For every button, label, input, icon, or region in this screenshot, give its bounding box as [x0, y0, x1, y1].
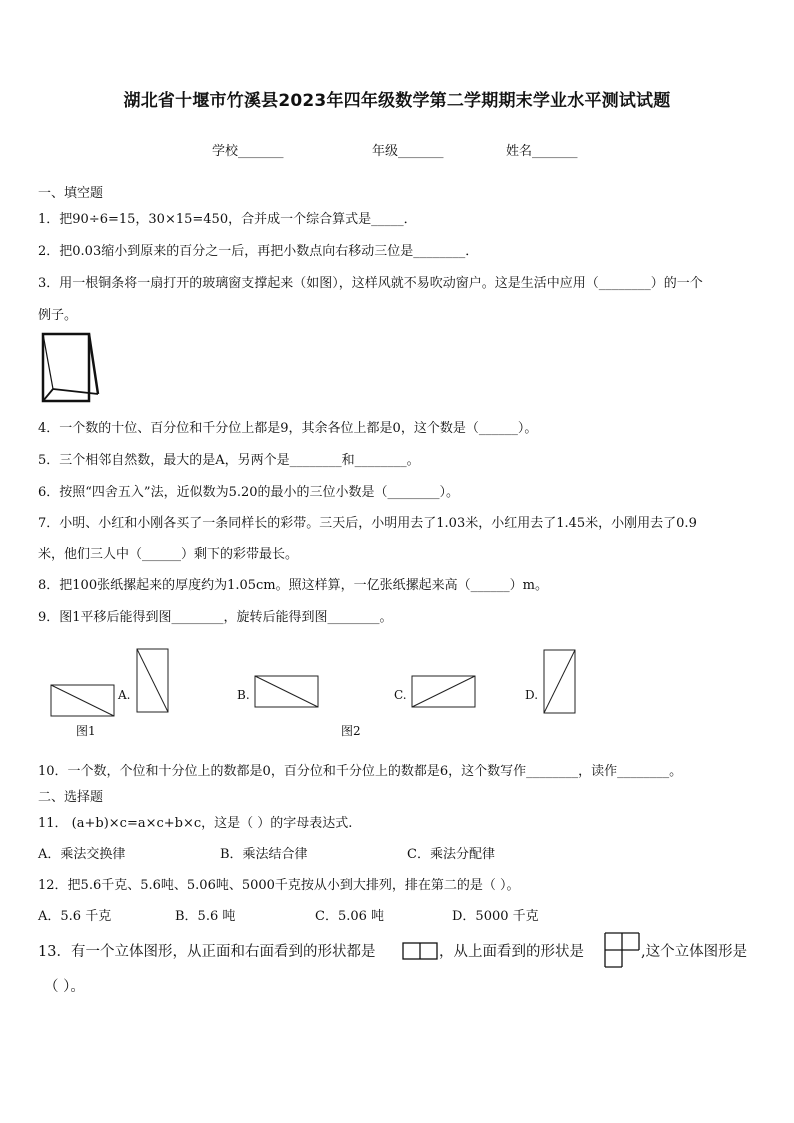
- question-6: 6．按照“四舍五入”法，近似数为5.20的最小的三位小数是（________）。: [38, 485, 460, 500]
- figure-d-rectangle: [543, 649, 577, 715]
- option-c-label: C.: [394, 688, 407, 702]
- q11-option-c: C．乘法分配律: [407, 847, 495, 862]
- section-fill-blank: 一、填空题: [38, 186, 104, 201]
- option-a-label: A.: [118, 688, 131, 702]
- window-support-figure: [40, 332, 102, 404]
- grade-field: 年级_______: [372, 144, 444, 159]
- question-3-line1: 3．用一根铜条将一扇打开的玻璃窗支撑起来（如图），这样风就不易吹动窗户。这是生活中应用（________）的一个: [38, 276, 703, 291]
- figure-b-rectangle: [254, 675, 320, 709]
- question-13-line2: （ ）。: [44, 979, 85, 995]
- q12-option-d: D．5000 千克: [452, 909, 539, 924]
- question-13-part3: ,这个立体图形是: [641, 944, 748, 960]
- question-9: 9．图1平移后能得到图________，旋转后能得到图________。: [38, 610, 393, 625]
- question-13-part2: ，从上面看到的形状是: [439, 944, 584, 960]
- figure-c-rectangle: [411, 675, 477, 709]
- top-view-shape: [604, 932, 640, 968]
- question-11: 11． (a+b)×c=a×c+b×c，这是（ ）的字母表达式.: [38, 816, 353, 831]
- figure-1-caption: 图1: [76, 724, 96, 738]
- q12-option-c: C．5.06 吨: [315, 909, 385, 924]
- page-title: 湖北省十堰市竹溪县2023年四年级数学第二学期期末学业水平测试试题: [123, 91, 671, 111]
- figure-1-rectangle: [50, 684, 116, 718]
- q12-option-b: B．5.6 吨: [175, 909, 236, 924]
- question-4: 4．一个数的十位、百分位和千分位上都是9，其余各位上都是0，这个数是（______）。: [38, 421, 538, 436]
- question-13-part1: 13．有一个立体图形，从正面和右面看到的形状都是: [38, 944, 376, 960]
- question-2: 2．把0.03缩小到原来的百分之一后，再把小数点向右移动三位是________．: [38, 244, 479, 259]
- front-view-shape: [402, 942, 438, 960]
- figure-a-rectangle: [136, 648, 170, 714]
- section-multiple-choice: 二、选择题: [38, 790, 104, 805]
- question-3-line2: 例子。: [38, 308, 78, 323]
- q12-option-a: A．5.6 千克: [38, 909, 112, 924]
- question-10: 10．一个数，个位和十分位上的数都是0，百分位和千分位上的数都是6，这个数写作________，读作________。: [38, 764, 683, 779]
- question-12: 12．把5.6千克、5.6吨、5.06吨、5000千克按从小到大排列，排在第二的是（ ）。: [38, 878, 520, 893]
- question-7-line1: 7．小明、小红和小刚各买了一条同样长的彩带。三天后，小明用去了1.03米，小红用去了1.45米，小刚用去了0.9: [38, 516, 697, 531]
- figure-2-caption: 图2: [341, 724, 361, 738]
- question-7-line2: 米，他们三人中（______）剩下的彩带最长。: [38, 547, 299, 562]
- option-b-label: B.: [237, 688, 250, 702]
- question-1: 1．把90÷6=15，30×15=450，合并成一个综合算式是_____．: [38, 212, 417, 227]
- option-d-label: D.: [525, 688, 539, 702]
- school-field: 学校_______: [212, 144, 284, 159]
- question-8: 8．把100张纸摞起来的厚度约为1.05cm。照这样算，一亿张纸摞起来高（______）m。: [38, 578, 548, 593]
- name-field: 姓名_______: [506, 144, 578, 159]
- q11-option-a: A．乘法交换律: [38, 847, 126, 862]
- question-5: 5．三个相邻自然数，最大的是A，另两个是________和________。: [38, 453, 420, 468]
- q11-option-b: B．乘法结合律: [220, 847, 308, 862]
